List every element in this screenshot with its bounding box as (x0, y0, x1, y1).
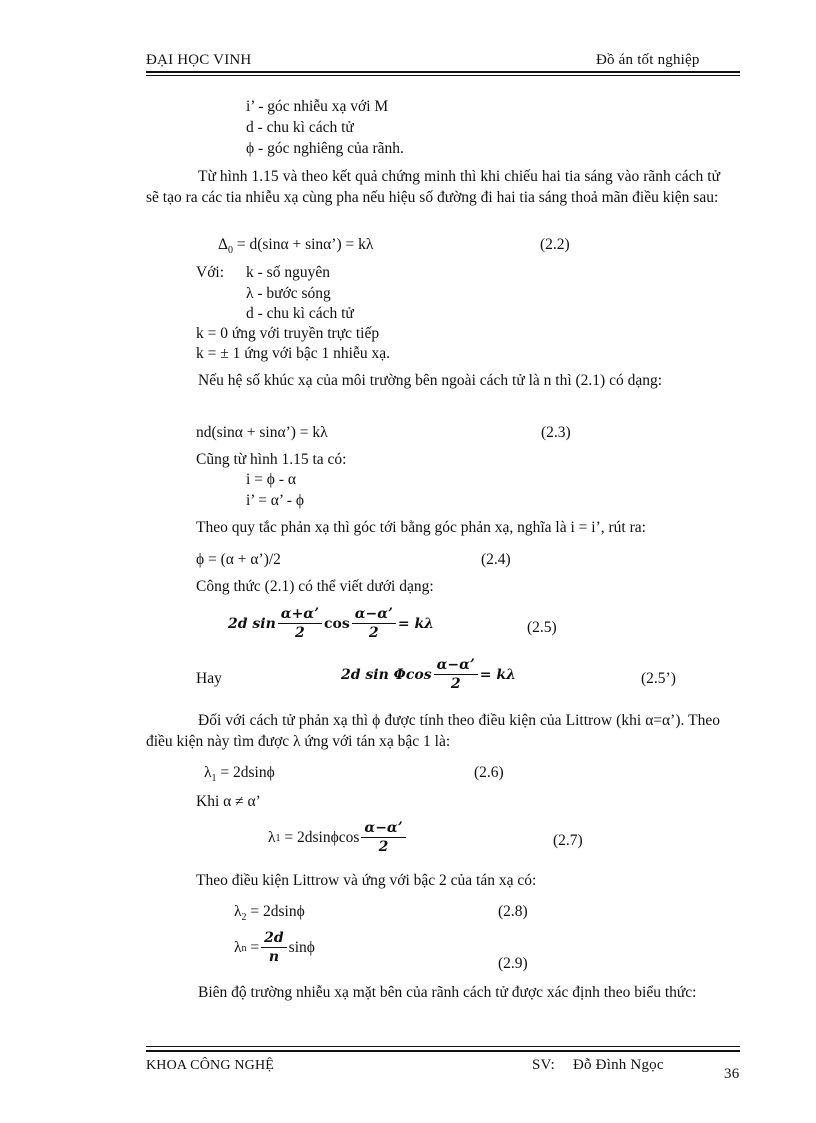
numerator: 2d (261, 930, 287, 948)
footer-sv-label: SV: (532, 1057, 555, 1073)
equation-2-9 (234, 930, 315, 966)
paragraph: Theo quy tắc phản xạ thì góc tới bằng góc phản xạ, nghĩa là i = i’, rút ra: (196, 519, 646, 536)
eq-sub: 0 (227, 245, 233, 257)
paragraph: Từ hình 1.15 và theo kết quả chứng minh thì khi chiếu hai tia sáng vào rãnh cách tử sẽ tạo ra các tia nhiễu xạ cùng pha nếu hiệu số đường đi hai tia sáng thoả mãn điều kiện sau: (146, 168, 720, 206)
equation-2-4: ϕ = (α + α’)/2 (196, 551, 281, 568)
denominator: 2 (295, 625, 305, 641)
hay-label: Hay (196, 670, 222, 687)
paragraph: Biên độ trường nhiễu xạ mặt bên của rãnh cách tử được xác định theo biểu thức: (198, 984, 697, 1001)
eq-text: = d(sinα + sinα’) = kλ (236, 236, 374, 253)
eq-mid: cos (323, 616, 350, 632)
equation-2-8 (234, 903, 305, 923)
equation-2-5 (228, 606, 434, 642)
fraction (278, 606, 322, 642)
paragraph: Đối với cách tử phản xạ thì ϕ được tính theo điều kiện của Littrow (khi α=α’). Theo điều kiện này tìm được λ ứng với tán xạ bậc 1 là: (146, 712, 720, 750)
angle-line: i = ϕ - α (246, 471, 296, 488)
equation-2-6 (204, 764, 275, 784)
k-line: k = ± 1 ứng với bậc 1 nhiễu xạ. (196, 345, 390, 362)
eq-lhs: λ (234, 903, 242, 920)
eq-text: = 2dsinϕ (220, 764, 275, 781)
equation-number: (2.9) (498, 955, 528, 972)
numerator: α−α’ (361, 820, 405, 838)
numerator: α+α’ (278, 606, 322, 624)
equation-2-2 (218, 236, 373, 256)
khi-line: Khi α ≠ α’ (196, 793, 261, 810)
eq-sub: n (241, 942, 247, 954)
eq-equals: = (250, 939, 260, 956)
eq-lhs: λ (204, 764, 212, 781)
fraction (261, 930, 287, 966)
header-rule (146, 71, 740, 73)
equation-number: (2.5) (527, 619, 557, 636)
eq-pre: 2d sin (228, 616, 276, 632)
equation-number: (2.7) (553, 832, 583, 849)
denominator: n (268, 949, 279, 965)
angle-line: i’ = α’ - ϕ (246, 492, 305, 509)
def-line: d - chu kì cách tử (246, 305, 354, 322)
fraction (434, 657, 478, 693)
header-right: Đồ án tốt nghiệp (596, 52, 700, 68)
header-left: ĐẠI HỌC VINH (146, 52, 252, 68)
equation-number: (2.5’) (641, 670, 676, 687)
eq-pre: 2d sin Φcos (341, 667, 432, 683)
eq-post: = kλ (479, 667, 516, 683)
equation-number: (2.2) (540, 236, 570, 253)
header-rule-thin (146, 75, 740, 76)
paragraph: Công thức (2.1) có thể viết dưới dạng: (196, 578, 434, 595)
eq-post: = kλ (397, 616, 434, 632)
voi-label: Với: (196, 264, 225, 281)
equation-number: (2.8) (498, 903, 528, 920)
def-line: λ - bước sóng (246, 285, 331, 302)
fraction (361, 820, 405, 856)
numerator: α−α’ (434, 657, 478, 675)
eq-text: sinϕ (288, 939, 315, 956)
def-line: ϕ - góc nghiêng của rãnh. (246, 140, 404, 157)
eq-lhs: Δ (218, 236, 228, 253)
eq-text: = 2dsinϕcos (284, 829, 360, 846)
footer-rule-thin (146, 1046, 740, 1047)
paragraph: Nếu hệ số khúc xạ của môi trường bên ngoài cách tử là n thì (2.1) có dạng: (198, 372, 663, 389)
eq-sub: 2 (241, 912, 247, 924)
footer-rule (146, 1050, 740, 1052)
footer-student-name: Đỗ Đình Ngọc (573, 1057, 664, 1073)
eq-sub: 1 (211, 773, 217, 785)
def-line: i’ - góc nhiễu xạ với M (246, 98, 389, 115)
eq-lhs: λ (234, 939, 242, 956)
equation-number: (2.3) (541, 424, 571, 441)
page-number: 36 (724, 1066, 740, 1082)
equation-2-5-prime (341, 657, 516, 693)
eq-lhs: λ (268, 829, 276, 846)
eq-text: = 2dsinϕ (250, 903, 305, 920)
equation-2-7 (268, 820, 408, 856)
equation-2-3: nd(sinα + sinα’) = kλ (196, 424, 328, 441)
denominator: 2 (368, 625, 379, 641)
k-line: k = 0 ứng với truyền trực tiếp (196, 325, 380, 342)
def-line: d - chu kì cách tử (246, 119, 354, 136)
equation-number: (2.4) (481, 551, 511, 568)
eq-sub: 1 (275, 832, 281, 844)
numerator: α−α’ (352, 606, 396, 624)
denominator: 2 (378, 839, 389, 855)
fraction (352, 606, 396, 642)
denominator: 2 (450, 676, 461, 692)
paragraph: Theo điều kiện Littrow và ứng với bậc 2 của tán xạ có: (196, 872, 537, 889)
equation-number: (2.6) (474, 764, 504, 781)
paragraph: Cũng từ hình 1.15 ta có: (196, 451, 347, 468)
footer-left: KHOA CÔNG NGHỆ (146, 1058, 275, 1073)
def-line: k - số nguyên (246, 264, 330, 281)
